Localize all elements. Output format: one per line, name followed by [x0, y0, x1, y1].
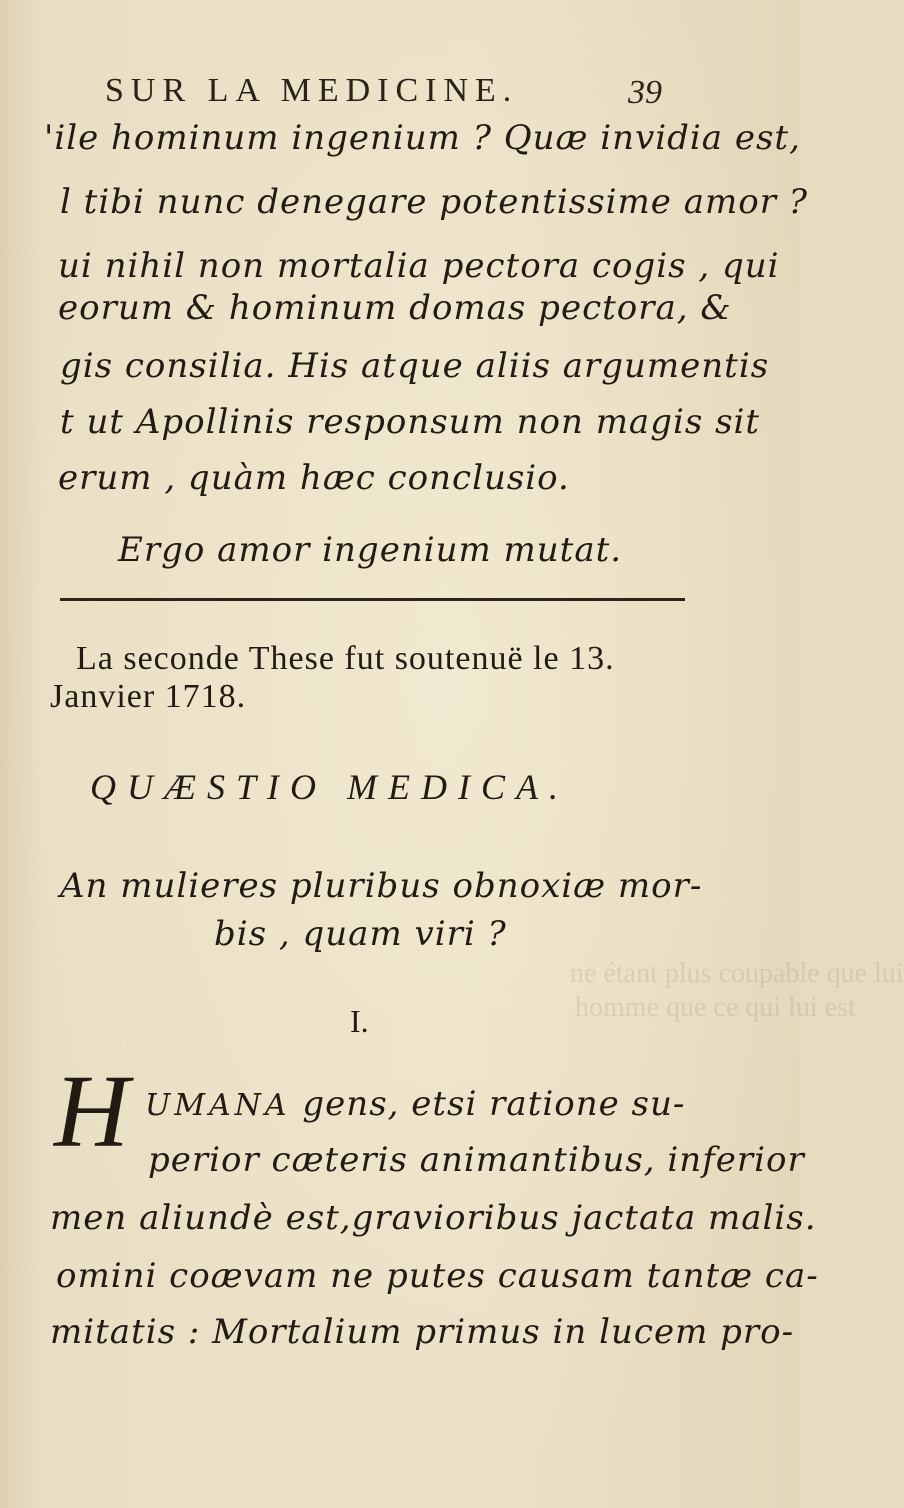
text-line: men aliundè est,gravioribus jactata malis.	[50, 1198, 817, 1238]
question-line: An mulieres pluribus obnoxiæ mor-	[60, 866, 703, 906]
small-caps-word: UMANA	[145, 1088, 291, 1123]
text-line	[145, 1084, 685, 1124]
text-line: ui nihil non mortalia pectora cogis , qui	[58, 246, 780, 286]
section-divider	[60, 598, 685, 601]
question-line: bis , quam viri ?	[214, 914, 507, 954]
text-line: gis consilia. His atque aliis argumentis	[60, 346, 770, 386]
text-line: mitatis : Mortalium primus in lucem pro-	[50, 1312, 795, 1352]
text-line: erum , quàm hæc conclusio.	[58, 458, 570, 498]
show-through-text: homme que ce qui lui est	[575, 992, 856, 1023]
text-line: eorum & hominum domas pectora, &	[58, 288, 732, 328]
question-title: QUÆSTIO MEDICA.	[90, 767, 569, 807]
show-through-text: ne étant plus coupable que lui	[570, 958, 904, 989]
conclusion-line: Ergo amor ingenium mutat.	[118, 530, 623, 570]
notice-line: La seconde These fut soutenuë le 13.	[76, 640, 615, 677]
text-line: 'ile hominum ingenium ? Quæ invidia est,	[44, 118, 801, 158]
text-line: perior cæteris animantibus, inferior	[148, 1140, 805, 1180]
running-header: SUR LA MEDICINE.	[105, 72, 519, 109]
text-line: l tibi nunc denegare potentissime amor ?	[60, 182, 808, 222]
text-fragment: gens, etsi ratione su-	[302, 1084, 686, 1124]
text-line: omini coævam ne putes causam tantæ ca-	[56, 1256, 819, 1296]
drop-cap: H	[54, 1054, 130, 1169]
text-line: t ut Apollinis responsum non magis sit	[60, 402, 761, 442]
section-numeral: I.	[350, 1003, 369, 1039]
page-number: 39	[628, 74, 662, 111]
notice-line: Janvier 1718.	[50, 678, 247, 715]
